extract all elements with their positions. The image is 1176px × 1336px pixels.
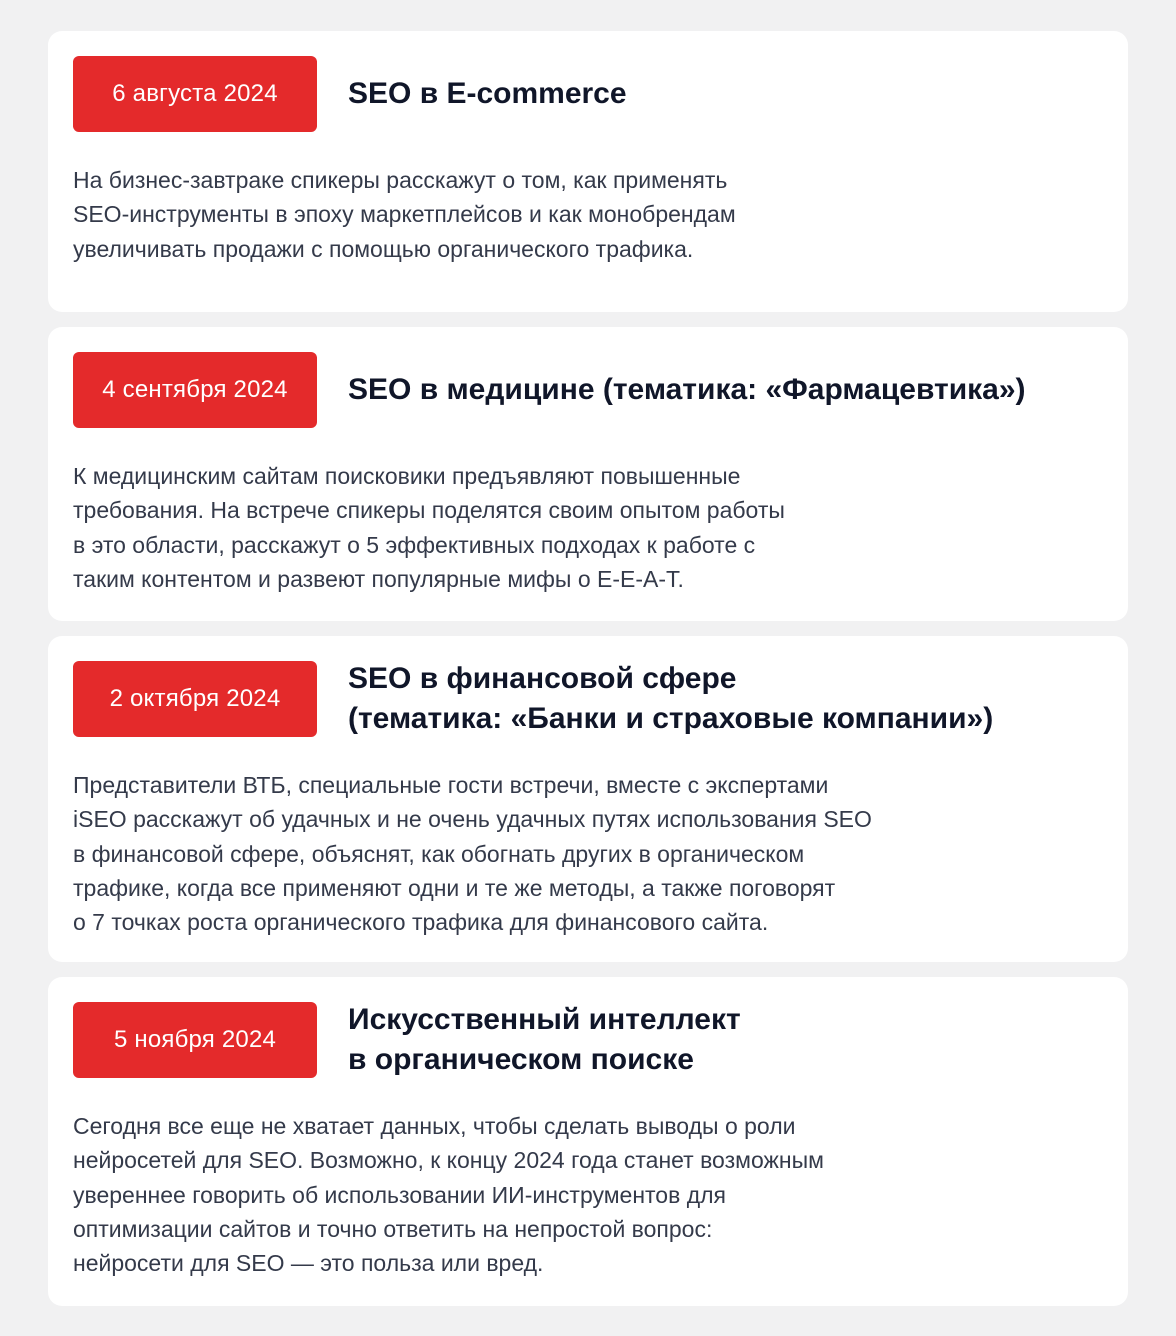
event-card-november [48, 977, 1128, 1306]
event-description [73, 768, 872, 939]
event-title [348, 659, 993, 739]
event-description [73, 1109, 824, 1280]
description-line: таким контентом и развеют популярные мифы о E-E-A-T. [73, 565, 684, 592]
event-title-line: SEO в медицине (тематика: «Фармацевтика») [348, 373, 1026, 406]
event-title-line: SEO в финансовой сфере [348, 662, 737, 695]
date-badge: 5 ноября 2024 [73, 1002, 317, 1078]
event-card-august [48, 31, 1128, 312]
event-title [348, 74, 627, 114]
description-line: На бизнес-завтраке спикеры расскажут о том, как применять [73, 167, 728, 193]
event-title-line: в органическом поиске [348, 1043, 694, 1076]
event-card-september [48, 327, 1128, 621]
event-title [348, 370, 1026, 410]
description-line: К медицинским сайтам поисковики предъявляют повышенные [73, 463, 741, 489]
event-card-october [48, 636, 1128, 962]
event-description [73, 163, 736, 266]
event-title-line: SEO в E-commerce [348, 77, 627, 110]
event-description [73, 459, 785, 596]
event-title-line: (тематика: «Банки и страховые компании») [348, 702, 994, 735]
description-line: увереннее говорить об использовании ИИ-инструментов для [73, 1181, 727, 1208]
description-line: нейросетей для SEO. Возможно, к концу 2024 года станет возможным [73, 1147, 824, 1174]
date-badge: 6 августа 2024 [73, 56, 317, 132]
description-line: нейросети для SEO — это польза или вред. [73, 1250, 544, 1277]
description-line: требования. На встрече спикеры поделятся своим опытом работы [73, 497, 785, 524]
description-line: оптимизации сайтов и точно ответить на непростой вопрос: [73, 1215, 713, 1242]
description-line: Сегодня все еще не хватает данных, чтобы сделать выводы о роли [73, 1113, 796, 1139]
event-title [348, 1000, 741, 1080]
description-line: увеличивать продажи с помощью органического трафика. [73, 235, 694, 262]
description-line: SEO-инструменты в эпоху маркетплейсов и как монобрендам [73, 201, 736, 228]
event-title-line: Искусственный интеллект [348, 1003, 741, 1036]
date-badge: 2 октября 2024 [73, 661, 317, 737]
description-line: о 7 точках роста органического трафика для финансового сайта. [73, 909, 769, 936]
date-badge: 4 сентября 2024 [73, 352, 317, 428]
description-line: Представители ВТБ, специальные гости встречи, вместе с экспертами [73, 772, 829, 798]
description-line: трафике, когда все применяют одни и те же методы, а также поговорят [73, 874, 836, 901]
description-line: в это области, расскажут о 5 эффективных подходах к работе с [73, 531, 756, 558]
description-line: iSEO расскажут об удачных и не очень удачных путях использования SEO [73, 806, 872, 833]
description-line: в финансовой сфере, объяснят, как обогнать других в органическом [73, 840, 805, 867]
